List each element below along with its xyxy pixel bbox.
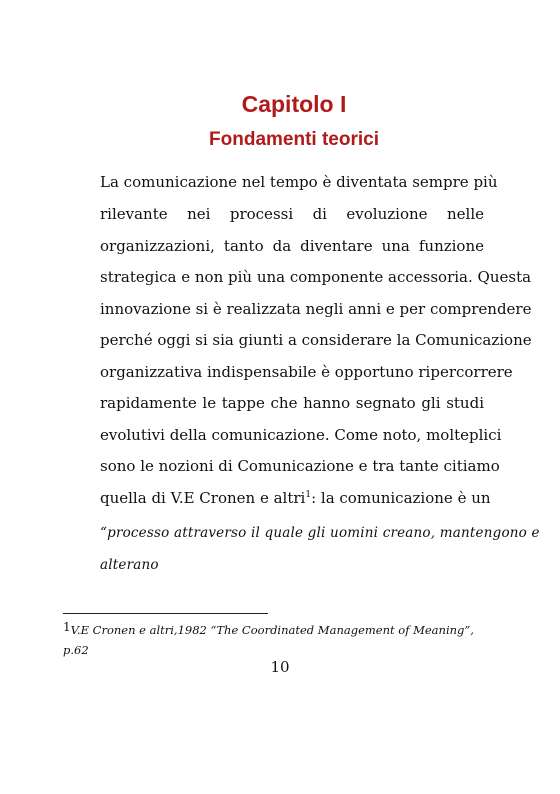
body-line-11 (100, 488, 491, 508)
footnote-divider (63, 613, 268, 614)
body-line-10: sono le nozioni di Comunicazione e tra tante citiamo (100, 457, 500, 475)
footnote-line-2: p.62 (63, 643, 89, 657)
quote-line-2: alterano (100, 557, 159, 573)
body-line-11-end: : la comunicazione è un (311, 489, 491, 507)
footnote-reference[interactable]: 1 (305, 490, 312, 500)
footnote-line-1 (63, 617, 483, 640)
body-line-5: innovazione si è realizzata negli anni e per comprendere (100, 300, 532, 318)
body-line-9: evolutivi della comunicazione. Come noto, molteplici (100, 426, 502, 444)
body-line-4: strategica e non più una componente accessoria. Questa (100, 268, 532, 286)
body-line-3: organizzazioni, tanto da diventare una funzione (100, 237, 484, 255)
chapter-title: Capitolo I (241, 91, 347, 117)
footnote (63, 617, 483, 660)
footnote-number: 1 (63, 620, 71, 634)
body-line-8: rapidamente le tappe che hanno segnato gli studi (100, 394, 484, 412)
footnote-text: V.E Cronen e altri,1982 “The Coordinated Management of Meaning”, (70, 623, 474, 637)
page-number: 10 (270, 658, 290, 676)
body-line-11-start: quella di V.E Cronen e altri (100, 489, 306, 507)
body-line-7: organizzativa indispensabile è opportuno ripercorrere (100, 363, 513, 381)
body-line-6: perché oggi si sia giunti a considerare la Comunicazione (100, 331, 532, 349)
chapter-subtitle: Fondamenti teorici (209, 129, 379, 150)
body-line-1: La comunicazione nel tempo è diventata sempre più (100, 173, 498, 191)
body-line-2: rilevante nei processi di evoluzione nelle (100, 205, 484, 223)
quote-line-1: “processo attraverso il quale gli uomini creano, mantengono e (100, 525, 540, 541)
